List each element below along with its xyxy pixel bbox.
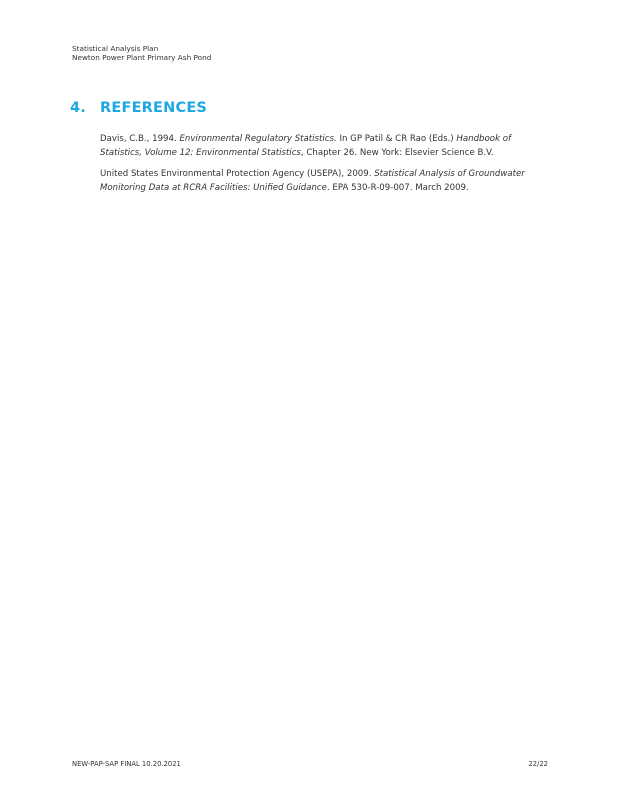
references-list [100,133,550,203]
reference-author-year: Davis, C.B., 1994. [100,134,180,144]
reference-item-usepa [100,168,550,195]
reference-editors: In GP Patil & CR Rao (Eds.) [336,134,457,144]
reference-details: . EPA 530-R-09-007. March 2009. [326,182,469,193]
footer-page-number: 22/22 [528,760,548,768]
footer-document-id: NEW-PAP-SAP FINAL 10.20.2021 [72,760,181,768]
section-number: 4. [70,100,86,116]
header-site-name: Newton Power Plant Primary Ash Pond [72,53,212,62]
reference-item-davis [100,133,550,160]
reference-book-title: Handbook of Statistics, Volume 12: Environmental Statistics [100,134,511,158]
header-document-title: Statistical Analysis Plan [72,44,159,53]
reference-publisher: , Chapter 26. New York: Elsevier Science B.V. [300,147,494,158]
page-header [72,44,211,62]
reference-title: Environmental Regulatory Statistics. [179,134,337,144]
section-heading [70,100,207,116]
reference-author-year: United States Environmental Protection Agency (USEPA), 2009. [100,169,375,179]
reference-title: Statistical Analysis of Groundwater Monitoring Data at RCRA Facilities: Unified Guidance [100,169,525,193]
section-title: REFERENCES [100,100,208,116]
